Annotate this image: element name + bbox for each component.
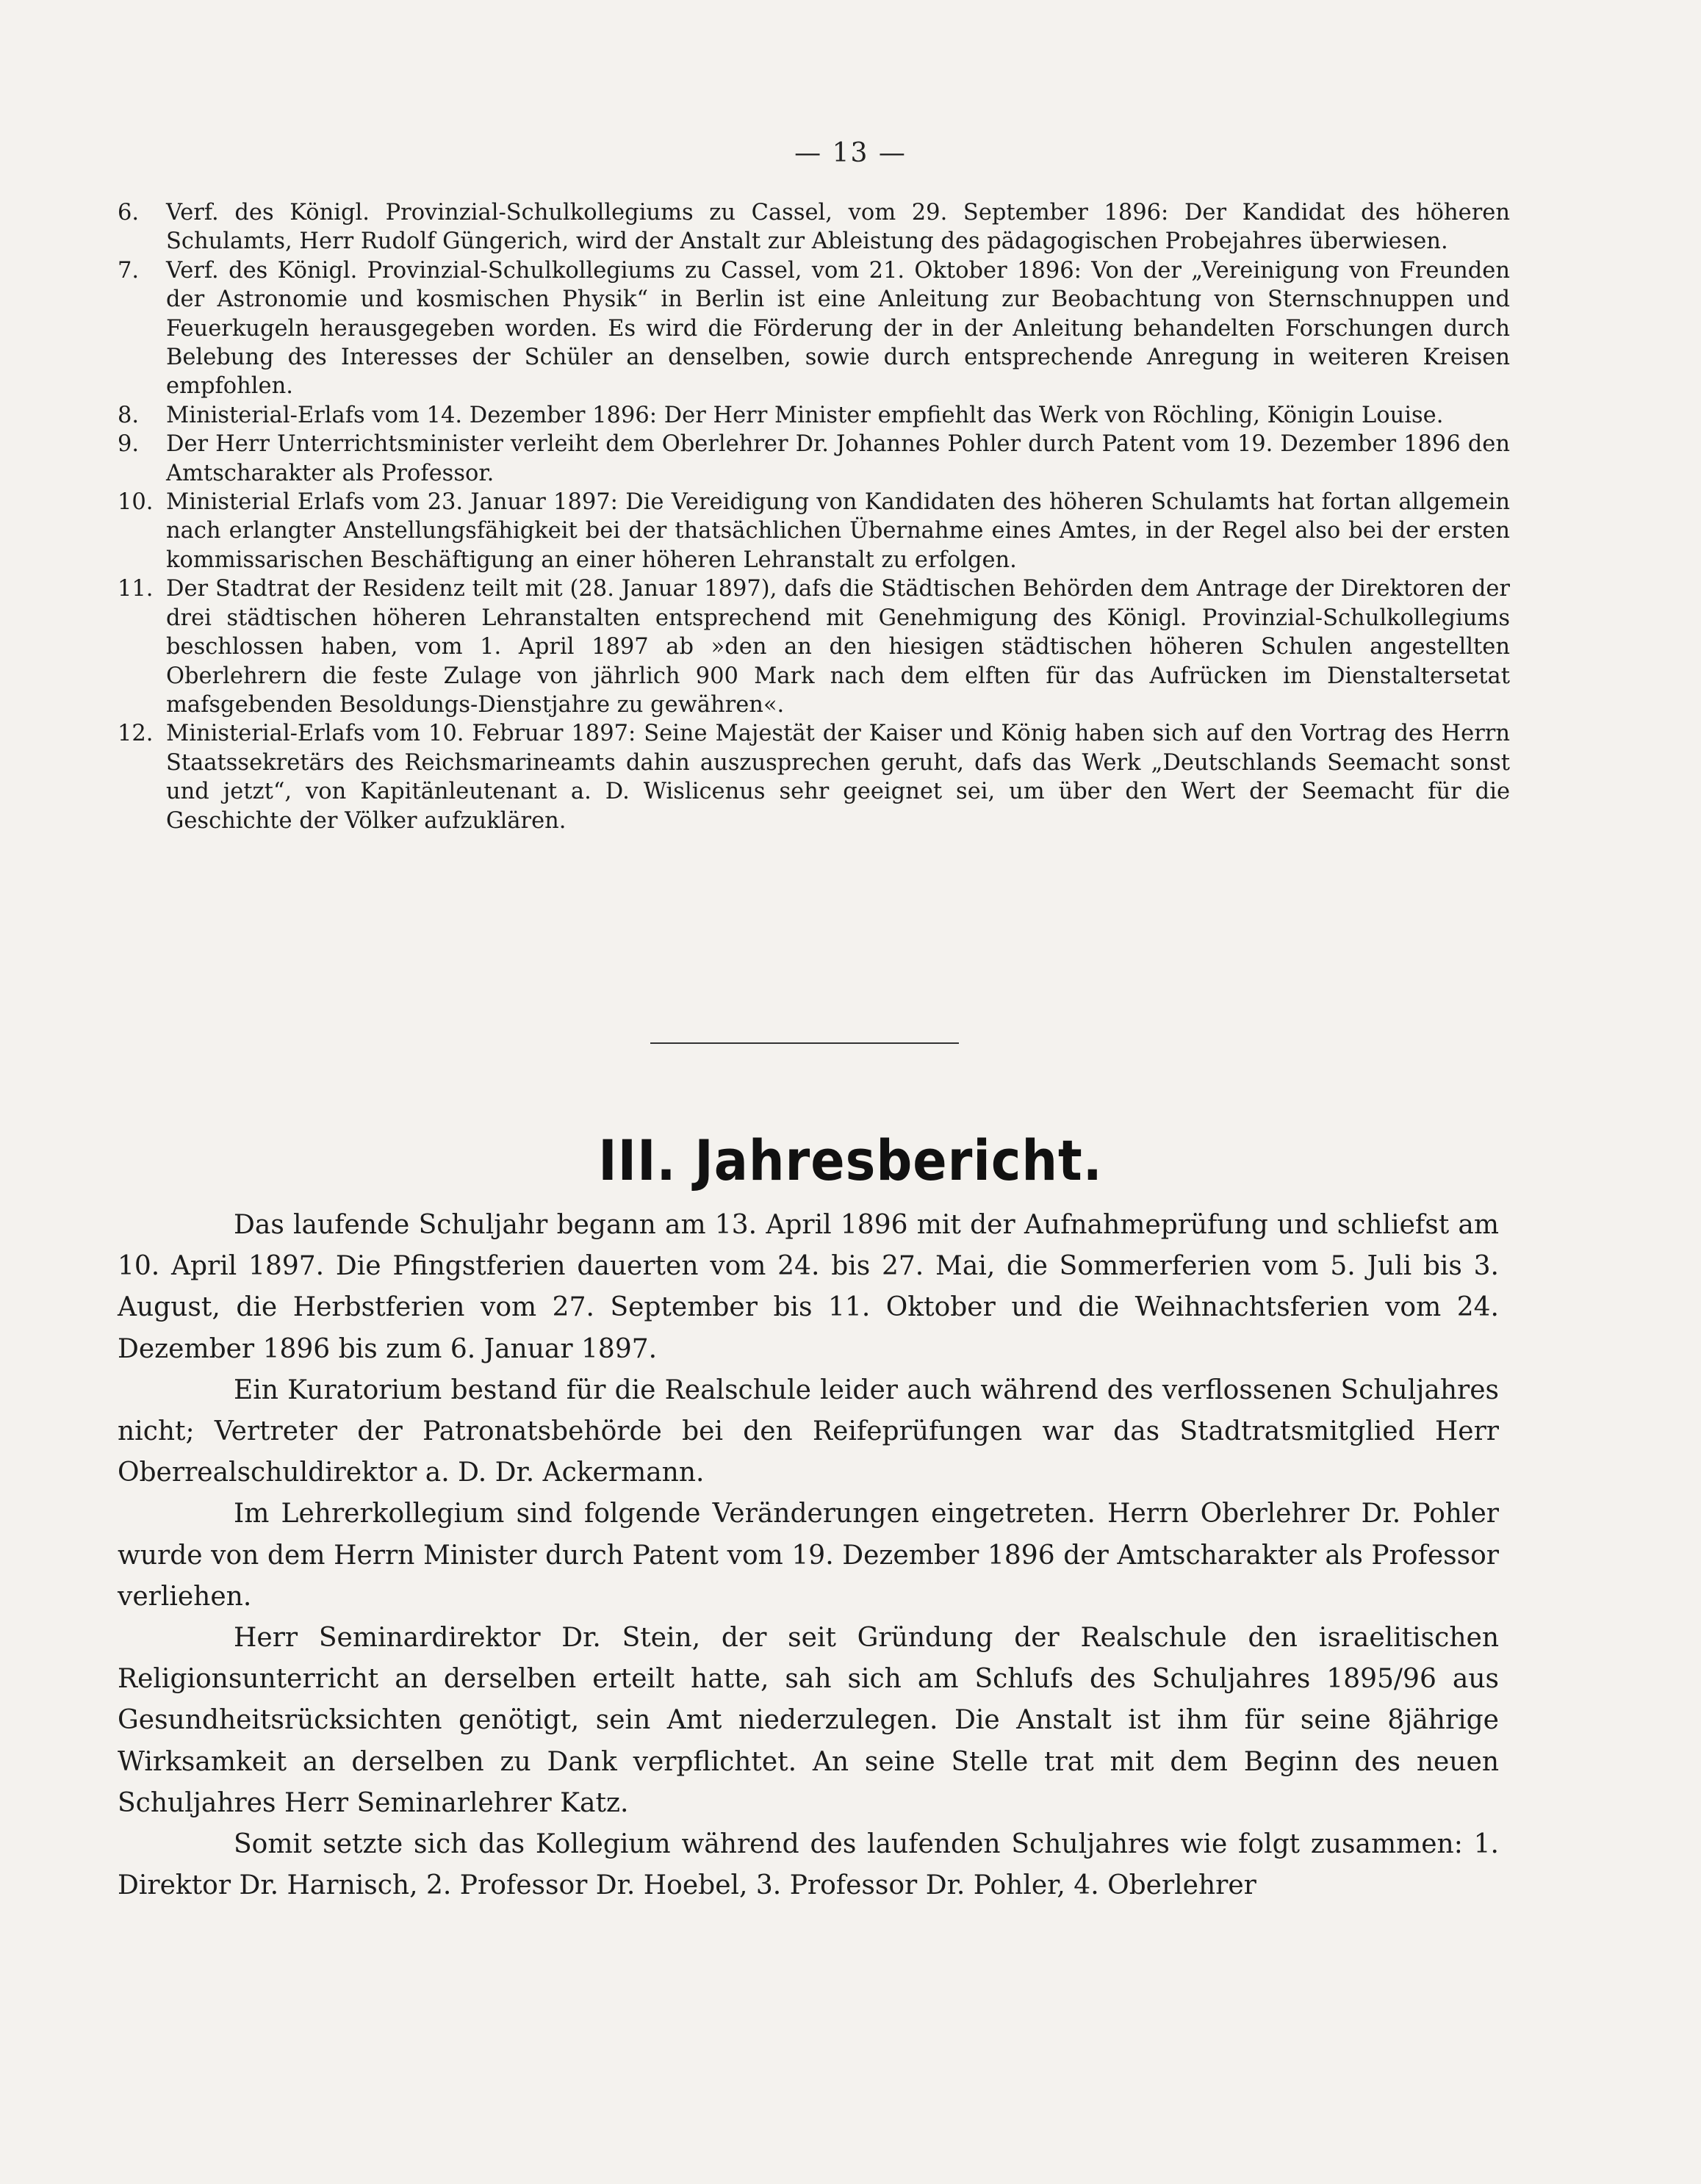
list-item (118, 719, 1510, 835)
report-body (118, 1205, 1499, 1906)
list-item (118, 256, 1510, 401)
report-paragraph: Herr Seminardirektor Dr. Stein, der seit Gründung der Realschule den israelitischen Religionsunterricht an derselben erteilt hatte, sah sich am Schlufs des Schuljahres 1895/96 aus Gesundheitsrücksichten genötigt, sein Amt niederzulegen. Die Anstalt ist ihm für seine 8jährige Wirksamkeit an derselben zu Dank verpflichtet. An seine Stelle trat mit dem Beginn des neuen Schuljahres Herr Seminarlehrer Katz. (118, 1623, 1499, 1818)
list-item (118, 401, 1510, 430)
section-divider (650, 1042, 959, 1044)
list-item-text: Ministerial-Erlafs vom 14. Dezember 1896: Der Herr Minister empfiehlt das Werk von Röchling, Königin Louise. (166, 402, 1444, 428)
report-paragraph: Ein Kuratorium bestand für die Realschule leider auch während des verflossenen Schuljahres nicht; Vertreter der Patronatsbehörde bei den Reifeprüfungen war das Stadtratsmitglied Herr Oberrealschuldirektor a. D. Dr. Ackermann. (118, 1374, 1499, 1488)
list-item (118, 488, 1510, 574)
report-paragraph: Das laufende Schuljahr begann am 13. April 1896 mit der Aufnahmeprüfung und schliefst am 10. April 1897. Die Pfingstferien dauerten vom 24. bis 27. Mai, die Sommerferien vom 5. Juli bis 3. August, die Herbstferien vom 27. September bis 11. Oktober und die Weihnachtsferien vom 24. Dezember 1896 bis zum 6. Januar 1897. (118, 1210, 1499, 1364)
page-number: — 13 — (794, 138, 907, 168)
list-item-text: Ministerial-Erlafs vom 10. Februar 1897: Seine Majestät der Kaiser und König haben sich auf den Vortrag des Herrn Staatssekretärs des Reichsmarineamts dahin auszusprechen geruht, dafs das Werk „Deutschlands Seemacht sonst und jetzt“, von Kapitänleutenant a. D. Wislicenus sehr geeignet sei, um über den Wert der Seemacht für die Geschichte der Völker aufzuklären. (166, 721, 1510, 834)
list-item-number: 7. (118, 257, 140, 284)
list-item-number: 10. (118, 489, 154, 516)
decree-list (118, 198, 1510, 835)
report-paragraph: Somit setzte sich das Kollegium während des laufenden Schuljahres wie folgt zusammen: 1. Direktor Dr. Harnisch, 2. Professor Dr. Hoebel, 3. Professor Dr. Pohler, 4. Oberlehrer (118, 1829, 1499, 1901)
list-item (118, 430, 1510, 488)
list-item-number: 12. (118, 721, 154, 747)
list-item-number: 11. (118, 576, 154, 602)
list-item (118, 574, 1510, 719)
list-item (118, 198, 1510, 256)
list-item-number: 9. (118, 431, 140, 458)
list-item-text: Ministerial Erlafs vom 23. Januar 1897: Die Vereidigung von Kandidaten des höheren Schulamts hat fortan allgemein nach erlangter Anstellungsfähigkeit bei der thatsächlichen Übernahme eines Amtes, in der Regel also bei der ersten kommissarischen Beschäftigung an einer höheren Lehranstalt zu erfolgen. (166, 489, 1510, 573)
list-item-text: Verf. des Königl. Provinzial-Schulkollegiums zu Cassel, vom 29. September 1896: Der Kandidat des höheren Schulamts, Herr Rudolf Güngerich, wird der Anstalt zur Ableistung des pädagogischen Probejahres überwiesen. (166, 200, 1510, 255)
list-item-number: 8. (118, 402, 140, 428)
section-heading: III. Jahresbericht. (598, 1128, 1103, 1193)
list-item-text: Der Stadtrat der Residenz teilt mit (28. Januar 1897), dafs die Städtischen Behörden dem Antrage der Direktoren der drei städtischen höheren Lehranstalten entsprechend mit Genehmigung des Königl. Provinzial-Schulkollegiums beschlossen haben, vom 1. April 1897 ab »den an den hiesigen städtischen höheren Schulen angestellten Oberlehrern die feste Zulage von jährlich 900 Mark nach dem elften für das Aufrücken im Dienstaltersetat mafsgebenden Besoldungs-Dienstjahre zu gewähren«. (166, 576, 1510, 718)
list-item-text: Verf. des Königl. Provinzial-Schulkollegiums zu Cassel, vom 21. Oktober 1896: Von der „Vereinigung von Freunden der Astronomie und kosmischen Physik“ in Berlin ist eine Anleitung zur Beobachtung von Sternschnuppen und Feuerkugeln herausgegeben worden. Es wird die Förderung der in der Anleitung behandelten Forschungen durch Belebung des Interesses der Schüler an denselben, sowie durch entsprechende Anregung in weiteren Kreisen empfohlen. (166, 257, 1510, 400)
list-item-number: 6. (118, 200, 140, 226)
list-item-text: Der Herr Unterrichtsminister verleiht dem Oberlehrer Dr. Johannes Pohler durch Patent vom 19. Dezember 1896 den Amtscharakter als Professor. (166, 431, 1510, 486)
report-paragraph: Im Lehrerkollegium sind folgende Veränderungen eingetreten. Herrn Oberlehrer Dr. Pohler wurde von dem Herrn Minister durch Patent vom 19. Dezember 1896 der Amtscharakter als Professor verliehen. (118, 1499, 1499, 1612)
